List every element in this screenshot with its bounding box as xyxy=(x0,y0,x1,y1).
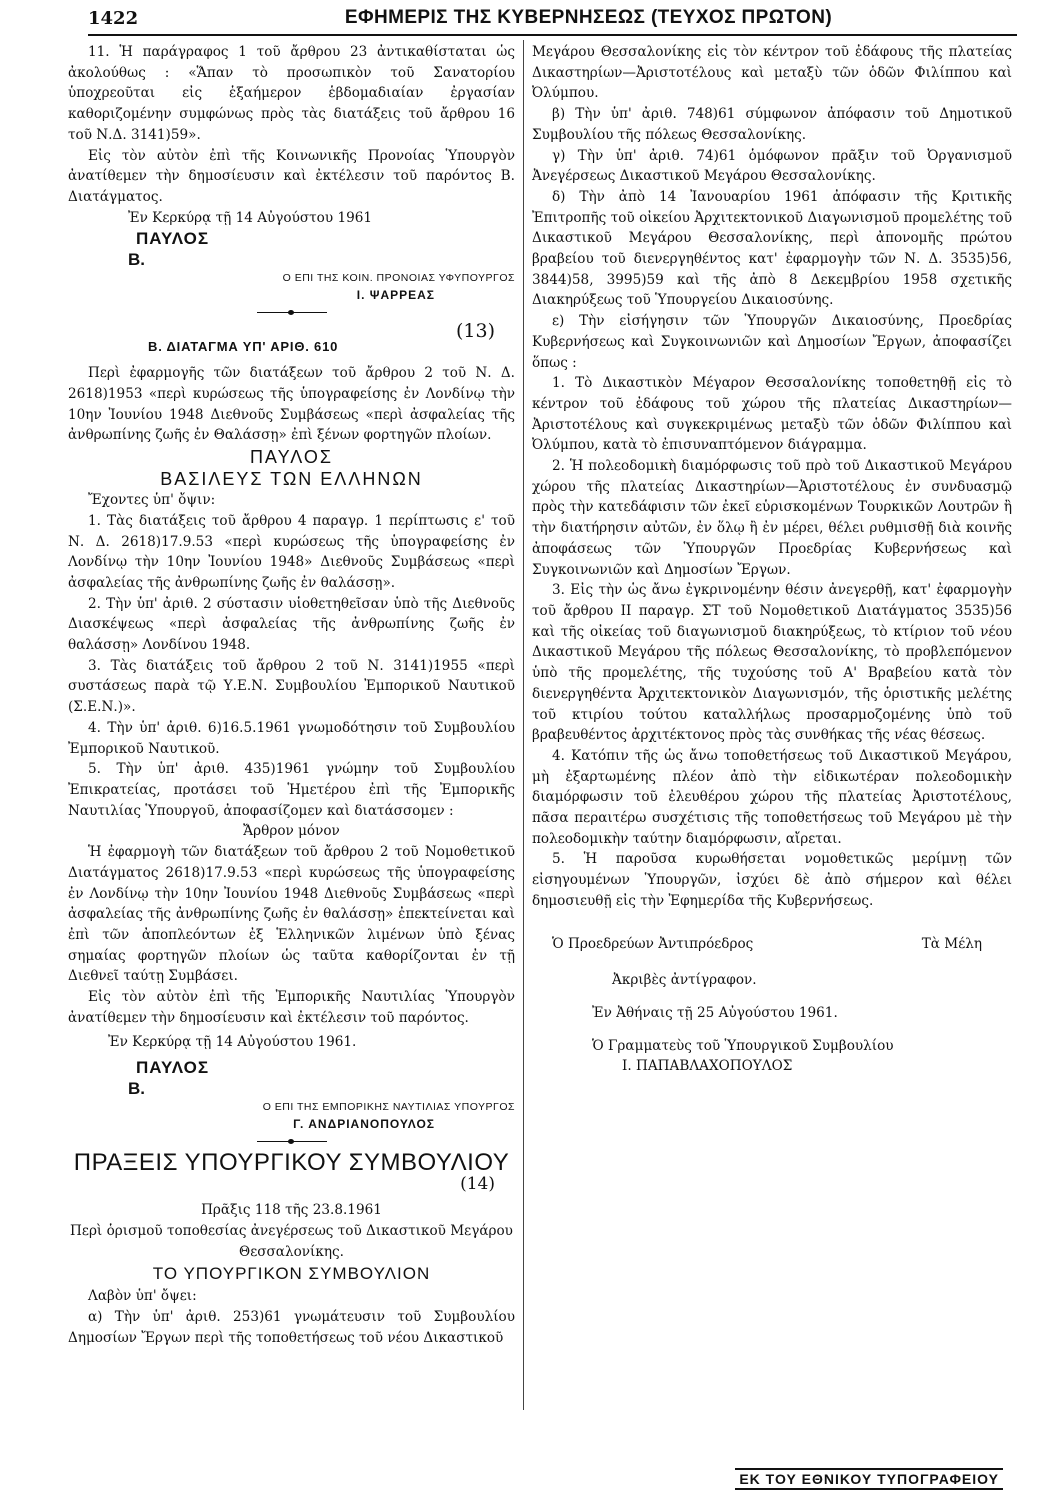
king-initial-2: Β. xyxy=(128,1079,145,1099)
paragraph-11: 11. Ἡ παράγραφος 1 τοῦ ἄρθρου 23 ἀντικαθίσταται ὡς ἀκολούθως : «Ἅπαν τὸ προσωπικὸν τοῦ Σανατορίου ὑποχρεοῦται εἰς ἑξαήμερον ἑβδομαδιαίαν ἐργασίαν καθοριζομένην συμφώνως πρὸς τὰς διατάξεις τοῦ ἄρθρου 16 τοῦ Ν.Δ. 3141)59». xyxy=(68,44,515,143)
council-heading: ΤΟ ΥΠΟΥΡΓΙΚΟΝ ΣΥΜΒΟΥΛΙΟΝ xyxy=(152,1264,431,1284)
minister-office-2: Ο ΕΠΙ ΤΗΣ ΕΜΠΟΡΙΚΗΣ ΝΑΥΤΙΛΙΑΣ ΥΠΟΥΡΓΟΣ xyxy=(262,1101,515,1114)
considerant-2: 2. Τὴν ὑπ' ἀριθ. 2 σύστασιν υἱοθετηθεῖσαν ὑπὸ τῆς Διεθνοῦς Διασκέψεως «περὶ ἀσφαλείας τῆς ἀνθρωπίνης ζωῆς ἐν θαλάσσῃ» Λονδίνου 1948. xyxy=(68,595,515,654)
page-header xyxy=(40,4,1017,34)
clause-gamma: γ) Τὴν ὑπ' ἀριθ. 74)61 ὁμόφωνον πρᾶξιν τοῦ Ὀργανισμοῦ Ἀνεγέρσεως Δικαστικοῦ Μεγάρου Θεσσαλονίκης. xyxy=(532,147,1012,185)
act-subject: Περὶ ὁρισμοῦ τοποθεσίας ἀνεγέρσεως τοῦ Δικαστικοῦ Μεγάρου Θεσσαλονίκης. xyxy=(70,1222,513,1260)
presiding-vice-president: Ὁ Προεδρεύων Ἀντιπρόεδρος xyxy=(552,935,754,952)
considerant-4: 4. Τὴν ὑπ' ἀριθ. 6)16.5.1961 γνωμοδότησιν τοῦ Συμβουλίου Ἐμπορικοῦ Ναυτικοῦ. xyxy=(68,719,515,757)
king-initial: Β. xyxy=(128,250,145,270)
minister-name: Ι. ΨΑΡΡΕΑΣ xyxy=(356,288,435,303)
decree-heading xyxy=(68,319,515,363)
section-divider-2 xyxy=(257,1141,327,1142)
acts-heading: ΠΡΑΞΕΙΣ ΥΠΟΥΡΓΙΚΟΥ ΣΥΜΒΟΥΛΙΟΥ xyxy=(73,1149,510,1177)
right-column xyxy=(532,42,1012,1077)
secretary-name: Ι. ΠΑΠΑΒΛΑΧΟΠΟΥΛΟΣ xyxy=(622,1058,793,1075)
decision-5: 5. Ἡ παροῦσα κυρωθήσεται νομοθετικῶς μερίμνῃ τῶν εἰσηγουμένων Ὑπουργῶν, ἰσχύει δὲ ἀπὸ σήμερον καὶ θέλει δημοσιευθῇ εἰς τὴν Ἐφημερίδα τῆς Κυβερνήσεως. xyxy=(532,851,1012,909)
minister-office: Ο ΕΠΙ ΤΗΣ ΚΟΙΝ. ΠΡΟΝΟΙΑΣ ΥΦΥΠΟΥΡΓΟΣ xyxy=(282,272,515,285)
decision-3: 3. Εἰς τὴν ὡς ἄνω ἐγκρινομένην θέσιν ἀνεγερθῇ, κατ' ἐφαρμογὴν τοῦ ἄρθρου ΙΙ παραγρ. ΣΤ τοῦ Νομοθετικοῦ Διατάγματος 3535)56 καὶ τῆς οἰκείας τοῦ διαγωνισμοῦ διακηρύξεως, τὸ κτίριον τοῦ νέου Δικαστικοῦ Μεγάρου τῆς πόλεως Θεσσαλονίκης, τὸ προβλεπόμενον ὑπὸ τῆς προμελέτης, τῆς τυχούσης τοῦ Α' Βραβείου κατὰ τὸν διενεργηθέντα Ἀρχιτεκτονικὸν Διαγωνισμόν, τῆς ὁριστικῆς μελέτης τοῦ κτιρίου τούτου καταλλήλως προσαρμοζομένης ὑπὸ τοῦ βραβευθέντος ἀρχιτέκτονος πρὸς τὰς συνθήκας τῆς νέας θέσεως. xyxy=(532,582,1012,744)
decree-number: (13) xyxy=(455,320,495,343)
header-rule xyxy=(88,34,1017,36)
decree-title: Β. ΔΙΑΤΑΓΜΑ ΥΠ' ΑΡΙΘ. 610 xyxy=(148,339,339,355)
clause-epsilon: ε) Τὴν εἰσήγησιν τῶν Ὑπουργῶν Δικαιοσύνης, Προεδρίας Κυβερνήσεως καὶ Συγκοινωνιῶν καὶ Δημοσίων Ἔργων, ἀποφασίζει ὅπως : xyxy=(532,313,1012,371)
decision-1: 1. Τὸ Δικαστικὸν Μέγαρον Θεσσαλονίκης τοποθετηθῇ εἰς τὸ κέντρον τοῦ ἐδάφους τοῦ χώρου τῆς πλατείας Δικαστηρίων—Ἀριστοτέλους καὶ συγκεκριμένως μεταξὺ τῶν ὁδῶν Φιλίππου καὶ Ὀλύμπου, κατὰ τὸ ἐπισυναπτόμενον διάγραμμα. xyxy=(532,375,1012,454)
considerant-5: 5. Τὴν ὑπ' ἀριθ. 435)1961 γνώμην τοῦ Συμβουλίου Ἐπικρατείας, προτάσει τοῦ Ἡμετέρου ἐπὶ τῆς Ἐμπορικῆς Ναυτιλίας Ὑπουργοῦ, ἀποφασίζομεν καὶ διατάσσομεν : xyxy=(68,761,515,819)
left-column xyxy=(68,42,515,1348)
act-title: Πρᾶξις 118 τῆς 23.8.1961 xyxy=(201,1202,382,1219)
considerant-3: 3. Τὰς διατάξεις τοῦ ἄρθρου 2 τοῦ Ν. 3141)1955 «περὶ συστάσεως παρὰ τῷ Υ.Ε.Ν. Συμβουλίου Ἐμπορικοῦ Ναυτικοῦ (Σ.Ε.Ν.)». xyxy=(68,657,515,716)
assignment-paragraph: Εἰς τὸν αὐτὸν ἐπὶ τῆς Κοινωνικῆς Προνοίας Ὑπουργὸν ἀνατίθεμεν τὴν δημοσίευσιν καὶ ἐκτέλεσιν τοῦ παρόντος Β. Διατάγματος. xyxy=(68,147,515,205)
page-number: 1422 xyxy=(88,8,139,29)
decision-2: 2. Ἡ πολεοδομικὴ διαμόρφωσις τοῦ πρὸ τοῦ Δικαστικοῦ Μεγάρου χώρου τῆς πλατείας Δικαστηρίων—Ἀριστοτέλους ἐν συνδυασμῷ πρὸς τὴν κατεδάφισιν τῶν ἐκεῖ εὑρισκομένων Τουρκικῶν Λουτρῶν ἢ τὴν διατήρησιν αὐτῶν, ἐν ὅλῳ ἢ ἐν μέρει, θέλει ρυθμισθῇ διὰ κοινῆς ἀποφάσεως τῶν Ὑπουργῶν Προεδρίας Κυβερνήσεως καὶ Συγκοινωνιῶν καὶ Δημοσίων Ἔργων. xyxy=(532,458,1012,578)
taking-into-account: Λαβὸν ὑπ' ὄψει: xyxy=(88,1288,197,1305)
acts-number: (14) xyxy=(460,1174,495,1195)
king-signature-2: ΠΑΥΛΟΣ xyxy=(136,1058,210,1078)
date-line-2: Ἐν Κερκύρᾳ τῇ 14 Αὐγούστου 1961. xyxy=(108,1034,357,1051)
exact-copy: Ἀκριβὲς ἀντίγραφον. xyxy=(612,972,757,989)
king-title: ΒΑΣΙΛΕΥΣ ΤΩΝ ΕΛΛΗΝΩΝ xyxy=(160,469,423,490)
king-name: ΠΑΥΛΟΣ xyxy=(249,447,334,468)
king-signature: ΠΑΥΛΟΣ xyxy=(136,229,210,249)
gazette-title: ΕΦΗΜΕΡΙΣ ΤΗΣ ΚΥΒΕΡΝΗΣΕΩΣ (ΤΕΥΧΟΣ ΠΡΩΤΟΝ) xyxy=(344,7,833,28)
column-divider xyxy=(523,40,524,1410)
minister-name-2: Γ. ΑΝΔΡΙΑΝΟΠΟΥΛΟΣ xyxy=(293,1117,435,1132)
date-line-3: Ἐν Ἀθήναις τῇ 25 Αὐγούστου 1961. xyxy=(592,1004,838,1021)
considerant-1: 1. Τὰς διατάξεις τοῦ ἄρθρου 4 παραγρ. 1 περίπτωσις ε' τοῦ Ν. Δ. 2618)17.9.53 «περὶ κυρώσεως τῆς ὑπογραφείσης ἐν Λονδίνῳ τὴν 10ην Ἰουνίου 1948» Διεθνοῦς Συμβάσεως «περὶ ἀσφαλείας τῆς ἀνθρωπίνης ζωῆς ἐν θαλάσσῃ». xyxy=(68,512,515,591)
decree-subject: Περὶ ἐφαρμογῆς τῶν διατάξεων τοῦ ἄρθρου 2 τοῦ Ν. Δ. 2618)1953 «περὶ κυρώσεως τῆς ὑπογραφείσης ἐν Λονδίνῳ τὴν 10ην Ἰουνίου 1948 Διεθνοῦς Συμβάσεως «περὶ ἀσφαλείας τῆς ἀνθρωπίνης ζωῆς ἐν Θαλάσσῃ» ἐπὶ ξένων φορτηγῶν πλοίων. xyxy=(68,365,515,444)
clause-alpha: α) Τὴν ὑπ' ἀριθ. 253)61 γνωμάτευσιν τοῦ Συμβουλίου Δημοσίων Ἔργων περὶ τῆς τοποθετήσεως τοῦ νέου Δικαστικοῦ xyxy=(68,1308,515,1346)
members-label: Τὰ Μέλη xyxy=(921,935,982,952)
having-regard: Ἔχοντες ὑπ' ὄψιν: xyxy=(88,492,216,509)
printer-footer: ΕΚ ΤΟΥ ΕΘΝΙΚΟΥ ΤΥΠΟΓΡΑΦΕΙΟΥ xyxy=(735,1468,1003,1490)
secretary-title: Ὁ Γραμματεὺς τοῦ Ὑπουργικοῦ Συμβουλίου xyxy=(592,1037,894,1054)
signature-line xyxy=(532,934,1012,955)
continued-text: Μεγάρου Θεσσαλονίκης εἰς τὸν κέντρον τοῦ ἐδάφους τῆς πλατείας Δικαστηρίων—Ἀριστοτέλους καὶ μεταξὺ τῶν ὁδῶν Φιλίππου καὶ Ὀλύμπου. xyxy=(532,44,1012,102)
clause-beta: β) Τὴν ὑπ' ἀριθ. 748)61 σύμφωνον ἀπόφασιν τοῦ Δημοτικοῦ Συμβουλίου τῆς πόλεως Θεσσαλονίκης. xyxy=(532,106,1012,143)
decision-4: 4. Κατόπιν τῆς ὡς ἄνω τοποθετήσεως τοῦ Δικαστικοῦ Μεγάρου, μὴ ἐξαρτωμένης πλέον ἀπὸ τὴν εἰδικωτέραν πολεοδομικὴν διαμόρφωσιν τοῦ ἐλευθέρου χώρου τῆς πλατείας Ἀριστοτέλους, πᾶσα περαιτέρω συσχέτισις τῆς τοποθετήσεως τοῦ Μεγάρου μὲ τὴν πολεοδομικὴν ταύτην διαμόρφωσιν, αἴρεται. xyxy=(532,747,1012,847)
article-title: Ἄρθρον μόνον xyxy=(243,823,340,840)
date-line: Ἐν Κερκύρᾳ τῇ 14 Αὐγούστου 1961 xyxy=(128,209,373,226)
article-text: Ἡ ἐφαρμογὴ τῶν διατάξεων τοῦ ἄρθρου 2 τοῦ Νομοθετικοῦ Διατάγματος 2618)17.9.53 «περὶ κυρώσεως τῆς ὑπογραφείσης ἐν Λονδίνῳ τὴν 10ην Ἰουνίου 1948 Διεθνοῦς Συμβάσεως «περὶ ἀσφαλείας τῆς ἀνθρωπίνης ζωῆς ἐν θαλάσσῃ» ἐπεκτείνεται καὶ ἐπὶ τῶν ἀποπλεόντων ἐξ Ἑλληνικῶν λιμένων ὑπὸ ξένας σημαίας φορτηγῶν πλοίων ὡς ταῦτα καθορίζονται ἐν τῇ Διεθνεῖ ταύτῃ Συμβάσει. xyxy=(68,844,515,985)
assignment-paragraph-2: Εἰς τὸν αὐτὸν ἐπὶ τῆς Ἐμπορικῆς Ναυτιλίας Ὑπουργὸν ἀνατίθεμεν τὴν δημοσίευσιν καὶ ἐκτέλεσιν τοῦ παρόντος. xyxy=(68,989,515,1026)
clause-delta: δ) Τὴν ἀπὸ 14 Ἰανουαρίου 1961 ἀπόφασιν τῆς Κριτικῆς Ἐπιτροπῆς τοῦ οἰκείου Ἀρχιτεκτονικοῦ Διαγωνισμοῦ προμελέτης τοῦ Δικαστικοῦ Μεγάρου Θεσσαλονίκης, περὶ ἀπονομῆς πρώτου βραβείου τοῦ διενεργηθέντος κατ' ἐφαρμογὴν τῶν Ν. Δ. 3535)56, 3844)58, 3995)59 καὶ τῆς ἀπὸ 8 Δεκεμβρίου 1958 σχετικῆς Διακηρύξεως τοῦ Ὑπουργείου Δικαιοσύνης. xyxy=(532,188,1012,309)
acts-number-row xyxy=(68,1174,515,1200)
section-divider xyxy=(257,312,327,313)
